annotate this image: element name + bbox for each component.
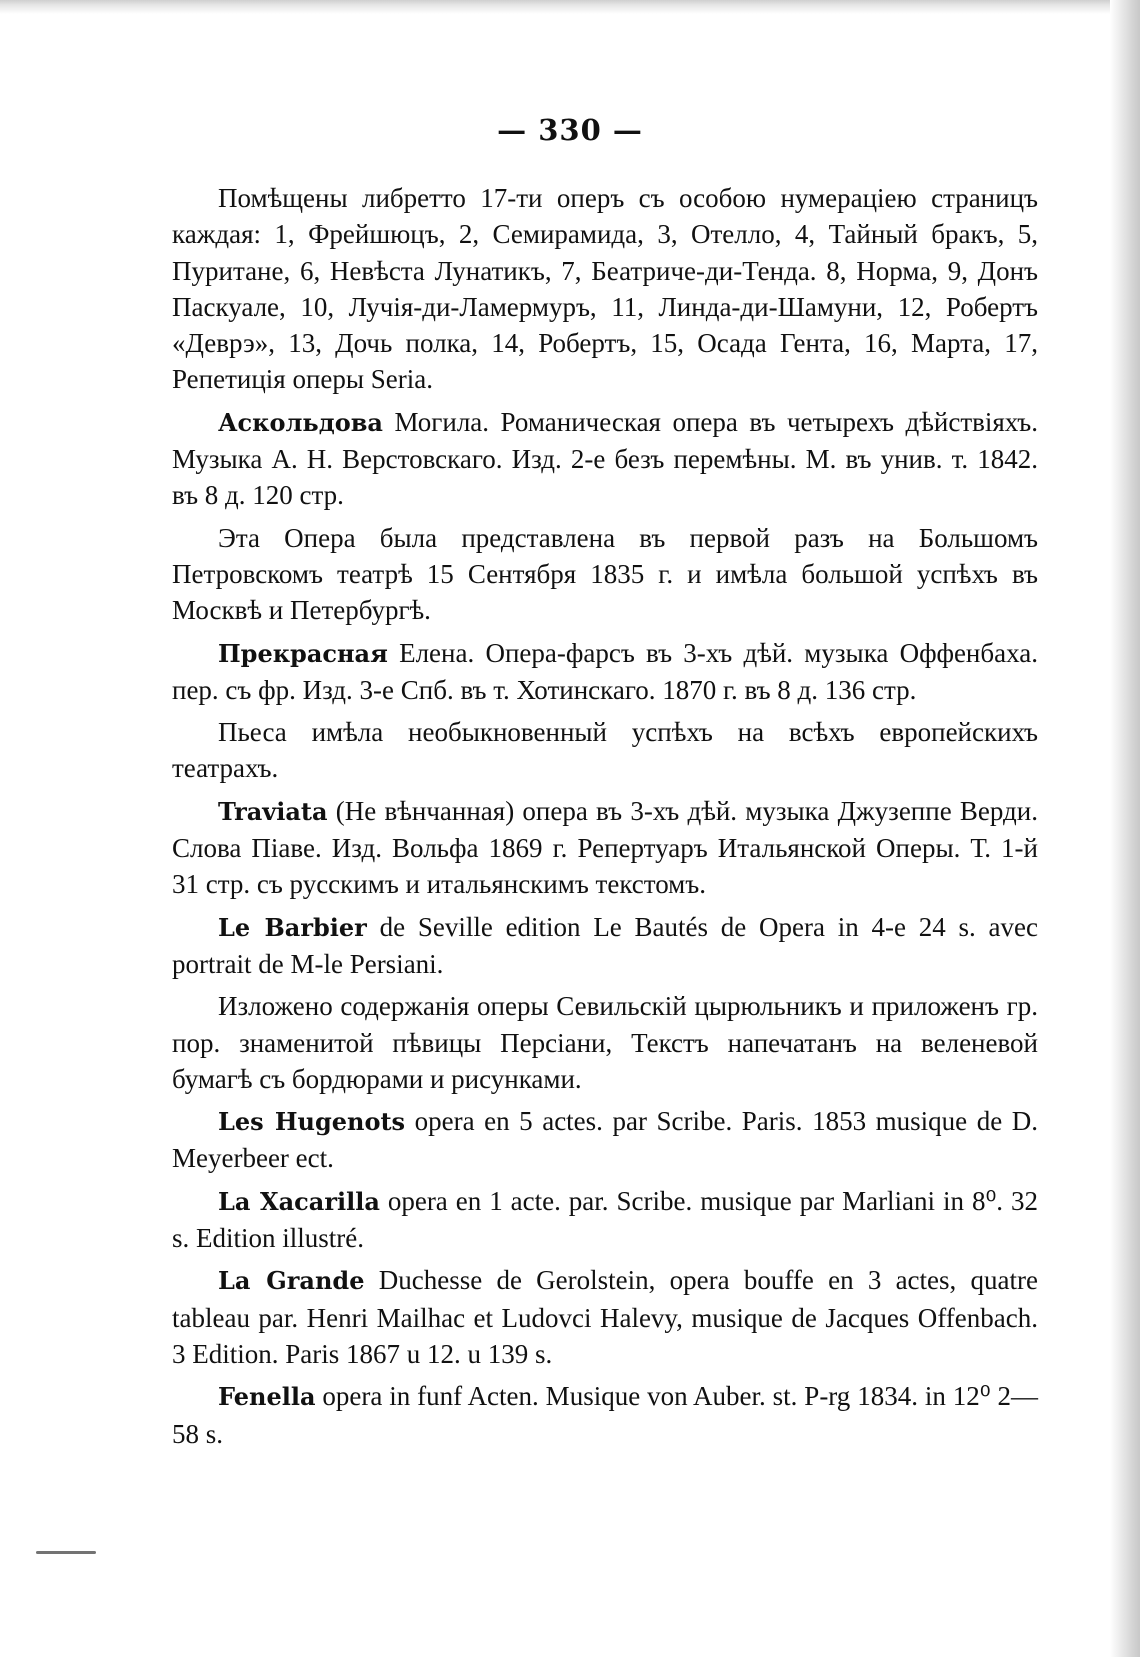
scan-mark xyxy=(36,1551,96,1554)
scan-top-edge xyxy=(0,0,1140,14)
paragraph-1 xyxy=(172,180,1038,398)
paragraph-4 xyxy=(172,635,1038,709)
paragraph-7 xyxy=(172,909,1038,983)
paragraph-6 xyxy=(172,793,1038,903)
scan-right-edge xyxy=(1110,0,1140,1657)
paragraph-body: Duchesse de Gerolstein, opera bouffe en 3 actes, quatre tableau par. Henri Mailhac et Ludovci Halevy, musique de Jacques Offenbach. 3 Edition. Paris 1867 u 12. u 139 s. xyxy=(172,1265,1038,1369)
entry-lead: Аскольдова xyxy=(218,407,383,437)
paragraph-body: de Seville edition Le Bautés de Opera in 4-e 24 s. avec portrait de M-le Persiani. xyxy=(172,911,1038,979)
paragraph-12 xyxy=(172,1378,1038,1452)
paragraph-10 xyxy=(172,1183,1038,1257)
paragraph-body: Пьеса имѣла необыкновенный успѣхъ на всѣхъ европейскихъ театрахъ. xyxy=(172,717,1038,784)
entry-lead: Fenella xyxy=(218,1382,316,1412)
paragraph-body: Могила. Романическая опера въ четырехъ дѣйствіяхъ. Музыка А. Н. Верстовскаго. Изд. 2-е безъ перемѣны. М. въ унив. т. 1842. въ 8 д. 120 стр. xyxy=(172,406,1038,511)
page-number: — 330 — xyxy=(497,113,643,147)
paragraph-8 xyxy=(172,988,1038,1097)
paragraph-body: opera in funf Acten. Musique von Auber. st. P-rg 1834. in 12⁰ 2—58 s. xyxy=(172,1381,1038,1449)
paragraph-body: Елена. Опера-фарсъ въ 3-хъ дѣй. музыка Оффенбаха. пер. съ фр. Изд. 3-е Спб. въ т. Хотинскаго. 1870 г. въ 8 д. 136 стр. xyxy=(172,637,1038,705)
entry-lead: Прекрасная xyxy=(218,638,388,668)
entry-lead: Le Barbier xyxy=(218,912,367,942)
page-text xyxy=(172,180,1038,1458)
paragraph-9 xyxy=(172,1103,1038,1177)
paragraph-11 xyxy=(172,1262,1038,1372)
entry-lead: Traviata xyxy=(218,796,328,826)
paragraph-body: (Не вѣнчанная) опера въ 3-хъ дѣй. музыка Джузеппе Верди. Слова Піаве. Изд. Вольфа 1869 г. Репертуаръ Итальянской Оперы. Т. 1-й 31 стр. съ русскимъ и итальянскимъ текстомъ. xyxy=(172,795,1038,900)
paragraph-body: Изложено содержанія оперы Севильскій цырюльникъ и приложенъ гр. пор. знаменитой пѣвицы Персіани, Текстъ напечатанъ на веленевой бумагѣ съ бордюрами и рисунками. xyxy=(172,991,1038,1094)
paragraph-2 xyxy=(172,404,1038,514)
entry-lead: La Xacarilla xyxy=(218,1186,380,1216)
paragraph-body: opera en 5 actes. par Scribe. Paris. 1853 musique de D. Meyerbeer ect. xyxy=(172,1106,1038,1174)
paragraph-3 xyxy=(172,520,1038,629)
paragraph-body: Помѣщены либретто 17-ти оперъ съ особою нумераціею страницъ каждая: 1, Фрейшюцъ, 2, Семирамида, 3, Отелло, 4, Тайный бракъ, 5, Пуритане, 6, Невѣста Лунатикъ, 7, Беатриче-ди-Тенда. 8, Норма, 9, Донъ Паскуале, 10, Лучія-ди-Ламермуръ, 11, Линда-ди-Шамуни, 12, Робертъ «Деврэ», 13, Дочь полка, 14, Робертъ, 15, Осада Гента, 16, Марта, 17, Репетиція оперы Seria. xyxy=(172,183,1038,395)
entry-lead: Les Hugenots xyxy=(218,1107,406,1137)
entry-lead: La Grande xyxy=(218,1266,365,1296)
paragraph-5 xyxy=(172,714,1038,787)
paragraph-body: Эта Опера была представлена въ первой разъ на Большомъ Петровскомъ театрѣ 15 Сентября 1835 г. и имѣла большой успѣхъ въ Москвѣ и Петербургѣ. xyxy=(172,522,1038,626)
paragraph-body: opera en 1 acte. par. Scribe. musique par Marliani in 8⁰. 32 s. Edition illustré. xyxy=(172,1185,1038,1254)
